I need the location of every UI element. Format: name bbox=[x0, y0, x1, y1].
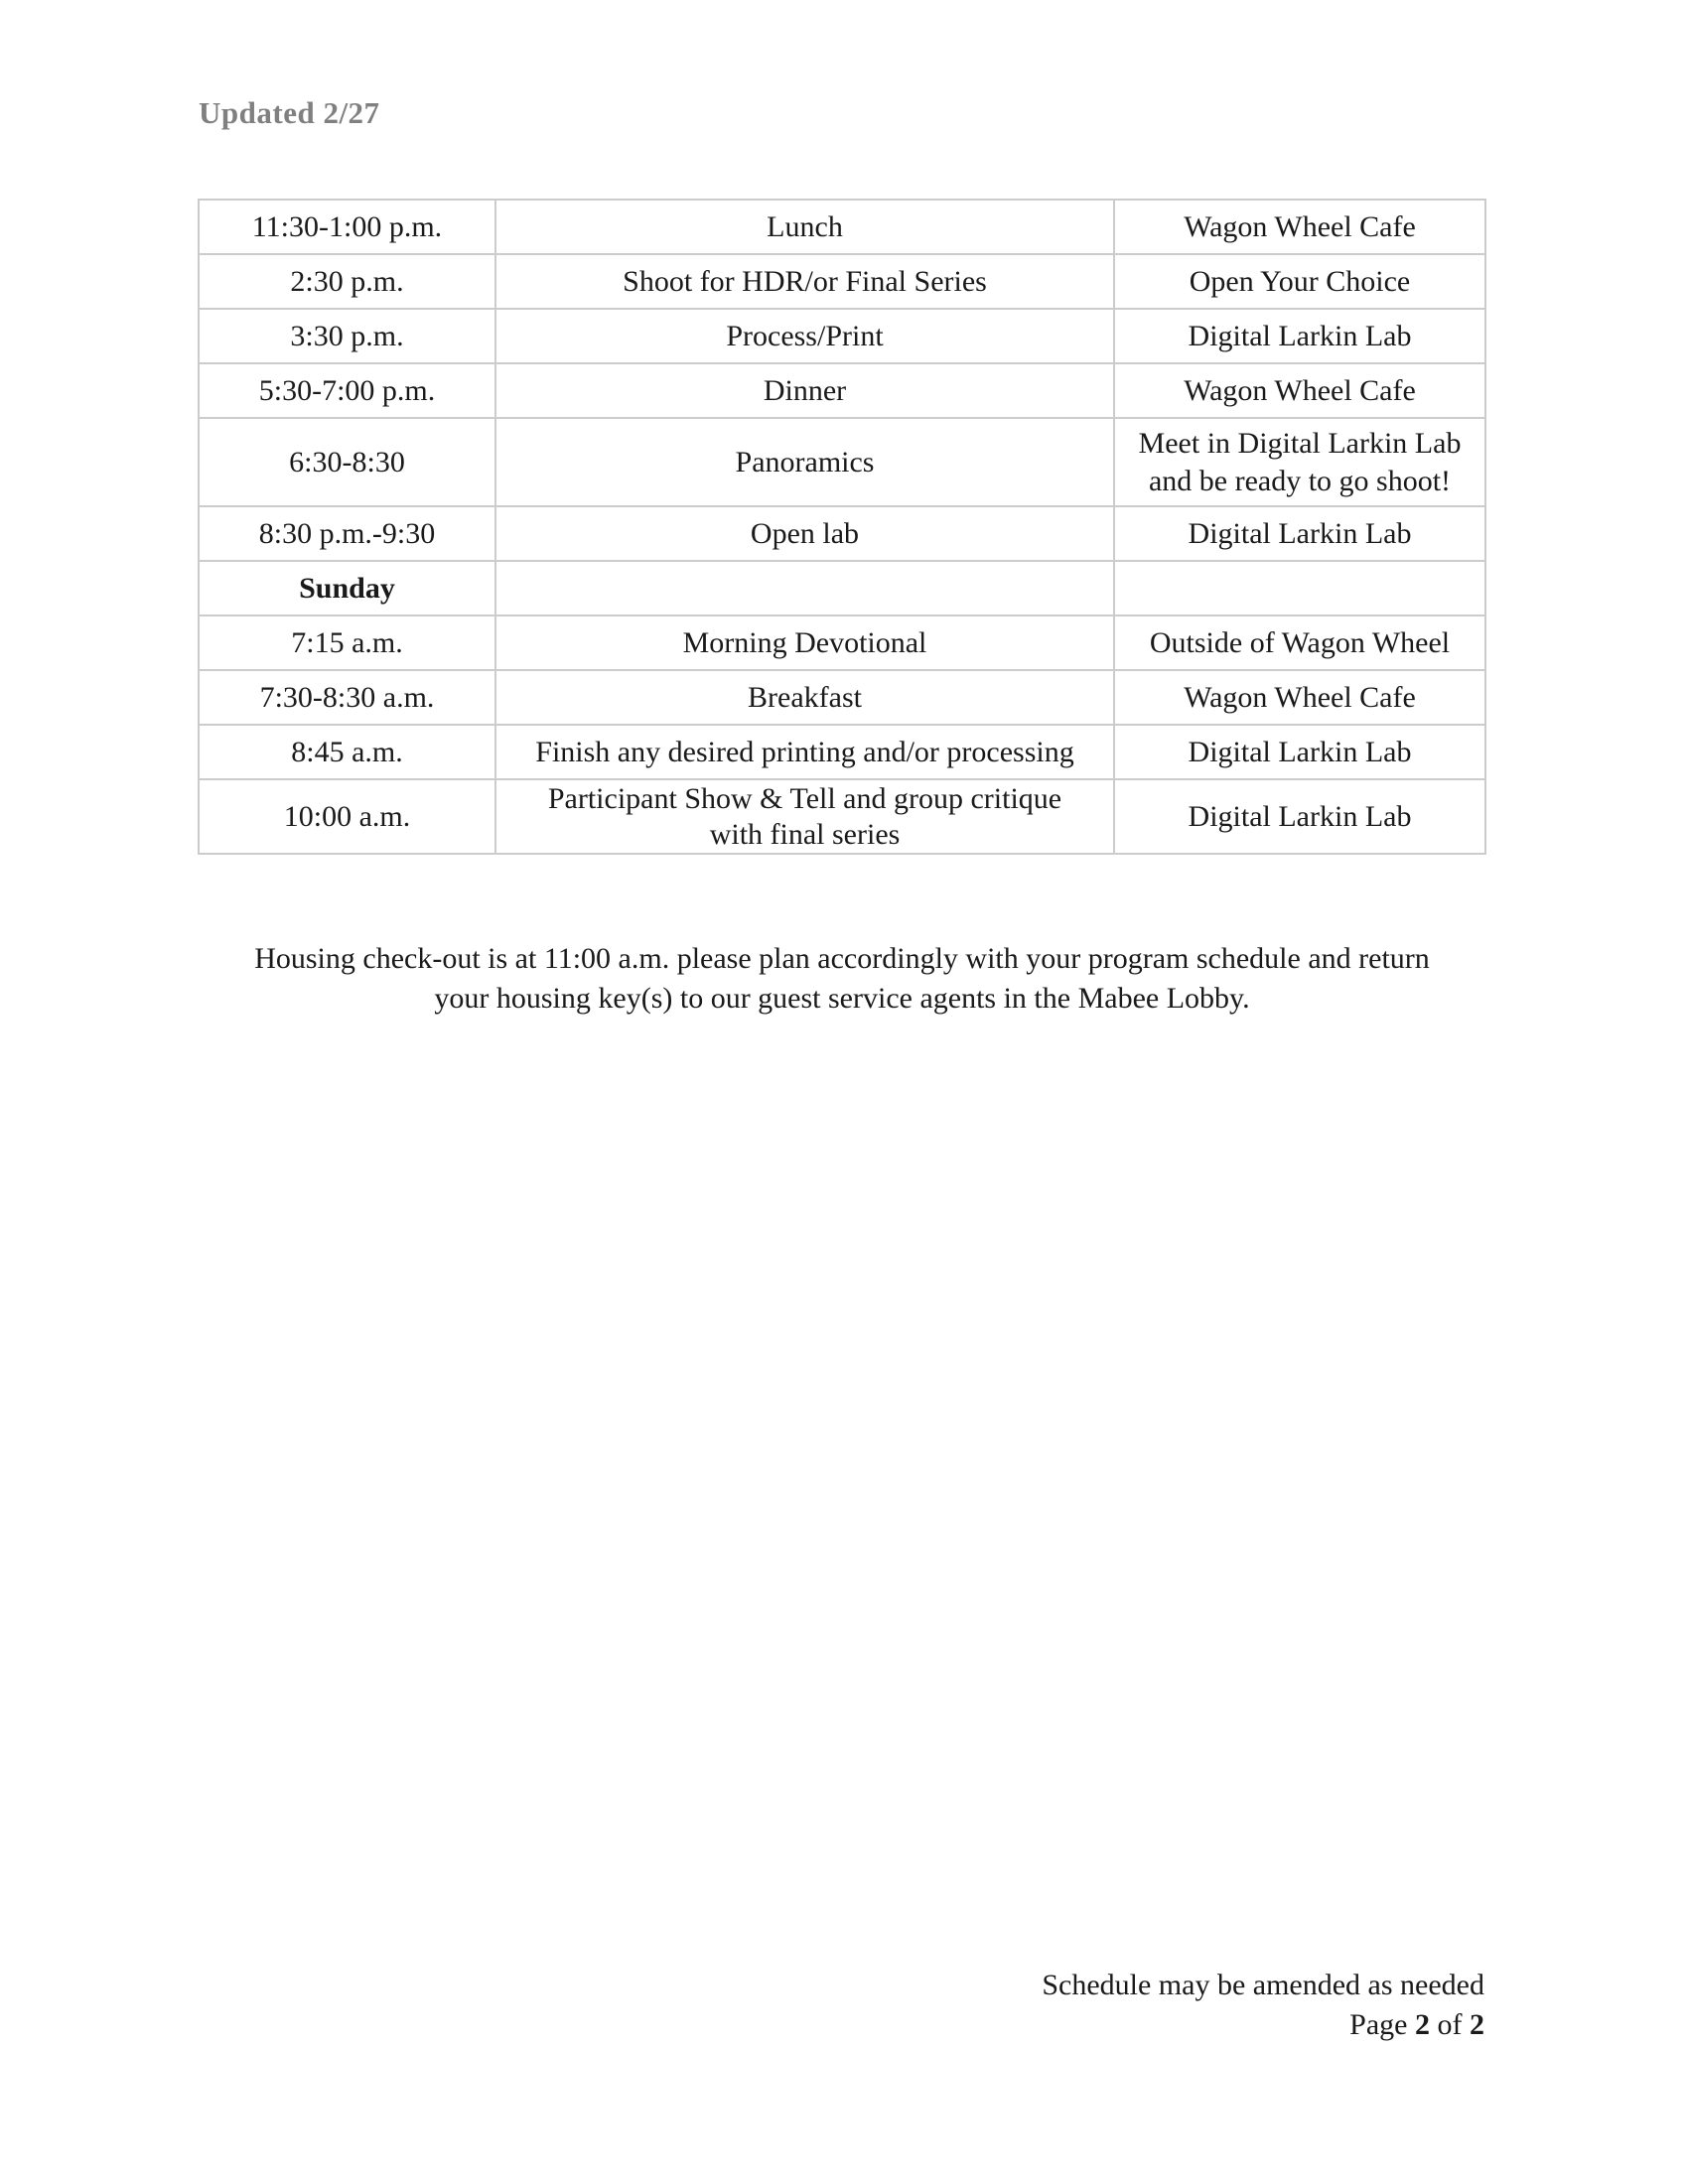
location-line: and be ready to go shoot! bbox=[1148, 464, 1452, 497]
page-footer bbox=[1042, 1966, 1484, 2045]
table-row bbox=[199, 670, 1485, 725]
table-row bbox=[199, 779, 1485, 854]
time-cell: 11:30-1:00 p.m. bbox=[199, 200, 495, 254]
location-cell: Wagon Wheel Cafe bbox=[1114, 363, 1485, 418]
location-line: Meet in Digital Larkin Lab bbox=[1138, 426, 1462, 460]
activity-cell bbox=[495, 561, 1114, 615]
location-cell bbox=[1114, 418, 1485, 506]
housing-checkout-note bbox=[199, 939, 1485, 1019]
activity-cell bbox=[495, 779, 1114, 854]
page-total: 2 bbox=[1470, 2008, 1484, 2041]
page-current: 2 bbox=[1415, 2008, 1430, 2041]
table-row bbox=[199, 309, 1485, 363]
schedule-table bbox=[198, 199, 1486, 855]
time-cell: 6:30-8:30 bbox=[199, 418, 495, 506]
updated-date: Updated 2/27 bbox=[199, 95, 380, 130]
time-cell: 10:00 a.m. bbox=[199, 779, 495, 854]
activity-cell: Open lab bbox=[495, 506, 1114, 561]
activity-cell: Panoramics bbox=[495, 418, 1114, 506]
time-cell: 3:30 p.m. bbox=[199, 309, 495, 363]
amend-note: Schedule may be amended as needed bbox=[1042, 1969, 1484, 2001]
day-label: Sunday bbox=[199, 561, 495, 615]
location-cell: Digital Larkin Lab bbox=[1114, 506, 1485, 561]
location-cell: Wagon Wheel Cafe bbox=[1114, 670, 1485, 725]
location-cell: Wagon Wheel Cafe bbox=[1114, 200, 1485, 254]
time-cell: 5:30-7:00 p.m. bbox=[199, 363, 495, 418]
time-cell: 7:15 a.m. bbox=[199, 615, 495, 670]
time-cell: 2:30 p.m. bbox=[199, 254, 495, 309]
note-line: your housing key(s) to our guest service agents in the Mabee Lobby. bbox=[434, 982, 1250, 1015]
location-cell bbox=[1114, 561, 1485, 615]
location-cell: Open Your Choice bbox=[1114, 254, 1485, 309]
activity-cell: Shoot for HDR/or Final Series bbox=[495, 254, 1114, 309]
activity-cell: Breakfast bbox=[495, 670, 1114, 725]
activity-cell: Morning Devotional bbox=[495, 615, 1114, 670]
note-line: Housing check-out is at 11:00 a.m. please plan accordingly with your program schedule and return bbox=[254, 942, 1430, 975]
page-sep: of bbox=[1437, 2008, 1463, 2041]
activity-cell: Lunch bbox=[495, 200, 1114, 254]
activity-line: Participant Show & Tell and group critique bbox=[547, 781, 1062, 815]
table-row bbox=[199, 506, 1485, 561]
page-number bbox=[1042, 2005, 1484, 2045]
table-row bbox=[199, 725, 1485, 779]
location-cell: Outside of Wagon Wheel bbox=[1114, 615, 1485, 670]
activity-cell: Finish any desired printing and/or processing bbox=[495, 725, 1114, 779]
location-cell: Digital Larkin Lab bbox=[1114, 725, 1485, 779]
time-cell: 7:30-8:30 a.m. bbox=[199, 670, 495, 725]
table-row bbox=[199, 615, 1485, 670]
activity-line: with final series bbox=[709, 817, 901, 851]
activity-cell: Dinner bbox=[495, 363, 1114, 418]
activity-cell: Process/Print bbox=[495, 309, 1114, 363]
table-row bbox=[199, 254, 1485, 309]
page-prefix: Page bbox=[1349, 2008, 1408, 2041]
location-cell: Digital Larkin Lab bbox=[1114, 309, 1485, 363]
table-row bbox=[199, 200, 1485, 254]
time-cell: 8:30 p.m.-9:30 bbox=[199, 506, 495, 561]
table-row bbox=[199, 418, 1485, 506]
table-row bbox=[199, 363, 1485, 418]
time-cell: 8:45 a.m. bbox=[199, 725, 495, 779]
table-row-day-header bbox=[199, 561, 1485, 615]
location-cell: Digital Larkin Lab bbox=[1114, 779, 1485, 854]
